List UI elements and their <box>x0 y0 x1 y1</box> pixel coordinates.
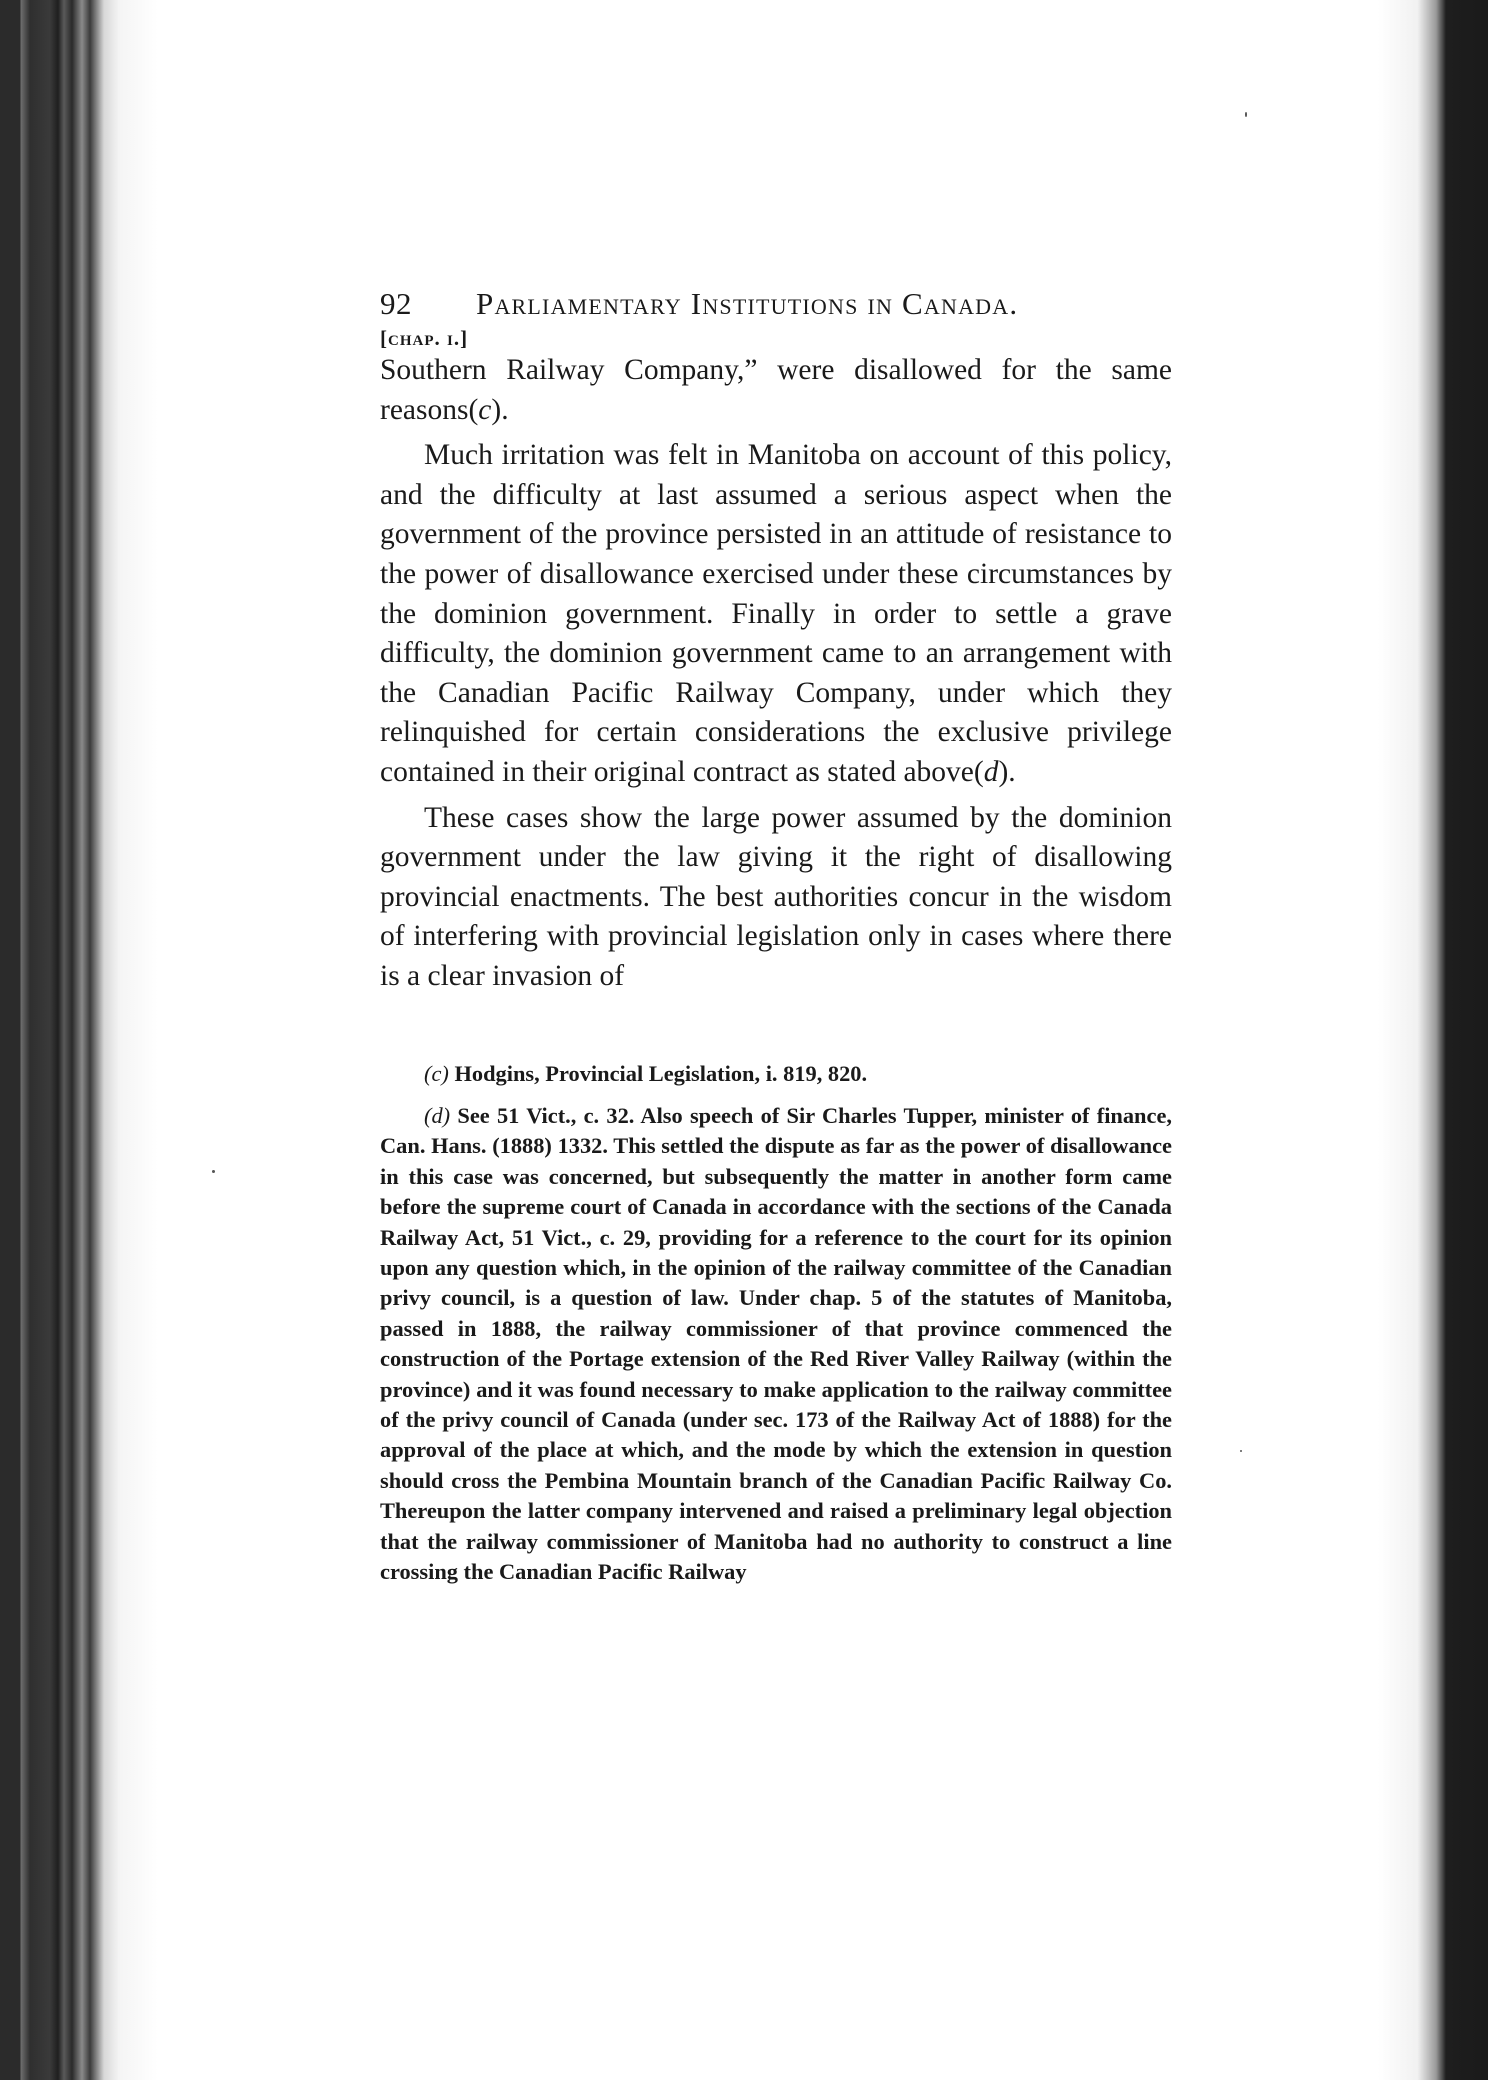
scan-speck <box>1245 112 1247 117</box>
footnote-ref-d: d <box>983 755 999 788</box>
chapter-marker: [chap. i.] <box>380 326 469 350</box>
main-text <box>380 351 1172 997</box>
book-binding-edge <box>0 0 118 2080</box>
footnote-c-text: Hodgins, Provincial Legislation, i. 819, 820. <box>454 1060 868 1086</box>
paragraph-3: These cases show the large power assumed by the dominion government under the law giving it the right of disallowing provincial enactments. The best authorities concur in the wisdom of interfering with provincial legislation only in cases where there is a clear invasion of <box>380 801 1172 992</box>
paragraph-1 <box>380 351 1172 430</box>
paragraph-1-text: Southern Railway Company,” were disallowed for the same reasons( <box>380 354 1172 426</box>
running-header <box>380 286 1172 322</box>
footnote-d <box>380 1101 1172 1588</box>
running-title: Parliamentary Institutions in Canada. <box>476 286 1019 321</box>
paragraph-2-text: Much irritation was felt in Manitoba on account of this policy, and the difficulty at last assumed a serious aspect when the government of the province persisted in an attitude of resistance to the power of disallowance exercised under these circumstances by the dominion government. Finally in order to settle a grave difficulty, the dominion government came to an arrangement with the Canadian Pacific Railway Company, under which they relinquished for certain considerations the exclusive privilege contained in their original contract as stated above( <box>380 439 1172 788</box>
footnote-c <box>380 1059 1172 1089</box>
footnote-d-mark: (d) <box>424 1102 451 1128</box>
footnote-ref-c: c <box>478 393 492 426</box>
paragraph-2 <box>380 436 1172 792</box>
footnote-d-text: See 51 Vict., c. 32. Also speech of Sir Charles Tupper, minister of finance, Can. Hans. (1888) 1332. This settled the dispute as far as the power of disallowance in this case was concerned, but subsequently the matter in another form came before the supreme court of Canada in accordance with the sections of the Canada Railway Act, 51 Vict., c. 29, providing for a reference to the court for its opinion upon any question which, in the opinion of the railway committee of the Canadian privy council, is a question of law. Under chap. 5 of the statutes of Manitoba, passed in 1888, the railway commissioner of that province commenced the construction of the Portage extension of the Red River Valley Railway (within the province) and it was found necessary to make application to the railway committee of the privy council of Canada (under sec. 173 of the Railway Act of 1888) for the approval of the place at which, and the mode by which the extension in question should cross the Pembina Mountain branch of the Canadian Pacific Railway Co. Thereupon the latter company intervened and raised a preliminary legal objection that the railway commissioner of Manitoba had no authority to construct a line crossing the Canadian Pacific Railway <box>380 1102 1172 1584</box>
book-right-edge <box>1418 0 1488 2080</box>
footnotes <box>380 1059 1172 1588</box>
scan-speck <box>1240 1450 1242 1452</box>
page-number: 92 <box>380 286 412 321</box>
footnote-c-mark: (c) <box>424 1060 449 1086</box>
paragraph-2-end: ). <box>998 755 1016 788</box>
paragraph-1-end: ). <box>491 393 509 426</box>
page-content <box>380 286 1172 1587</box>
scan-speck <box>212 1170 215 1173</box>
